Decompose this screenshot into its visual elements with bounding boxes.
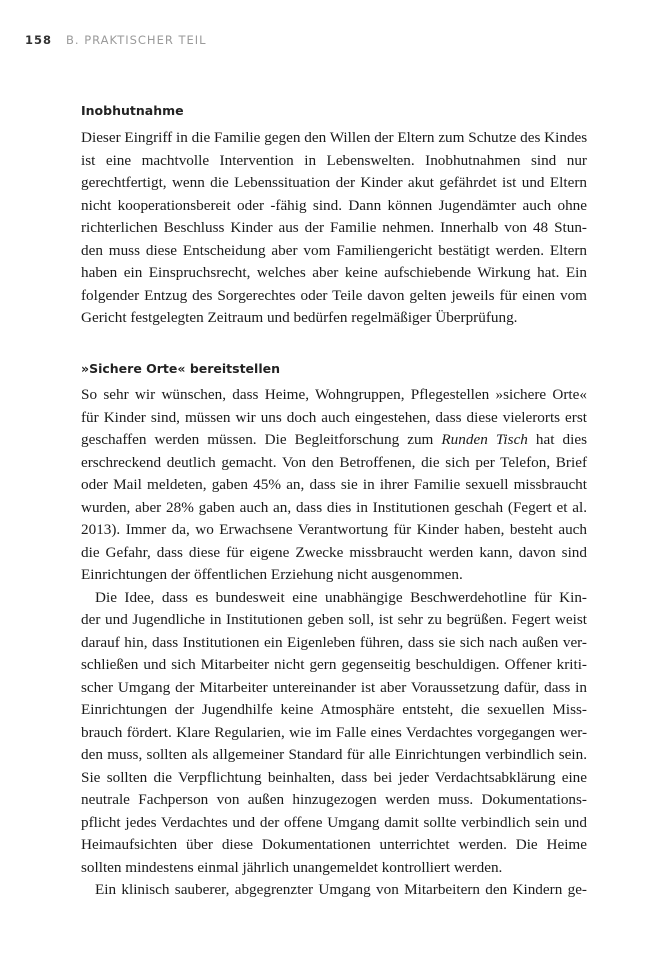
text-line: für Kinder sind, müssen wir uns doch auch eingestehen, dass diese vielerorts erst bbox=[81, 408, 587, 426]
section-heading-sichere-orte: »Sichere Orte« bereitstellen bbox=[81, 361, 280, 376]
text-line: neutrale Fachperson von außen hinzugezogen werden muss. Dokumentations- bbox=[81, 791, 587, 808]
text-line: oder Mail meldeten, gaben 45% an, dass sie in ihrer Familie sexuell missbraucht bbox=[81, 476, 587, 493]
text-line: pflicht jedes Verdachtes und der offene Umgang damit sollte verbindlich sein und bbox=[81, 813, 587, 831]
text-line: Einrichtungen der Jugendhilfe keine Atmosphäre entsteht, die sexuellen Miss- bbox=[81, 701, 587, 718]
text-line: So sehr wir wünschen, dass Heime, Wohngruppen, Pflegestellen »sichere Orte« bbox=[81, 386, 587, 403]
text-segment: hat dies bbox=[527, 431, 587, 448]
paragraph-sichere-orte-1 bbox=[81, 384, 587, 587]
book-title: Runden Tisch bbox=[441, 431, 528, 448]
text-line: die Gefahr, dass diese für eigene Zwecke missbraucht werden kann, davon sind bbox=[81, 543, 587, 561]
text-line: darauf hin, dass Institutionen ein Eigenleben führen, dass sie sich nach außen ver- bbox=[81, 633, 587, 651]
paragraph-inobhutnahme bbox=[81, 127, 587, 330]
text-line: haben ein Einspruchsrecht, welches aber keine aufschiebende Wirkung hat. Ein bbox=[81, 264, 587, 281]
text-line: Ein klinisch sauberer, abgegrenzter Umgang von Mitarbeitern den Kindern ge- bbox=[95, 881, 587, 898]
text-line: folgender Entzug des Sorgerechtes oder Teile davon gelten jeweils für einen vom bbox=[81, 286, 587, 304]
text-line: Heimaufsichten über diese Dokumentationen unterrichtet werden. Die Heime bbox=[81, 836, 587, 853]
text-line: Einrichtungen der öffentlichen Erziehung nicht ausgenommen. bbox=[81, 566, 463, 583]
text-line: nicht kooperationsbereit oder -fähig sind. Dann können Jugendämter auch ohne bbox=[81, 196, 587, 214]
running-head: B. PRAKTISCHER TEIL bbox=[66, 33, 207, 47]
text-line: den muss diese Entscheidung aber vom Familiengericht bestätigt werden. Eltern bbox=[81, 241, 587, 259]
text-line bbox=[81, 429, 587, 452]
text-line: erschreckend deutlich gemacht. Von den Betroffenen, die sich per Telefon, Brief bbox=[81, 453, 587, 471]
text-line: Gericht festgelegten Zeitraum und bedürfen regelmäßiger Überprüfung. bbox=[81, 309, 518, 326]
text-line: brauch fördert. Klare Regularien, wie im Falle eines Verdachtes vorgegangen wer- bbox=[81, 723, 587, 741]
text-segment: geschaffen werden müssen. Die Begleitforschung zum bbox=[81, 431, 442, 448]
text-line: gerechtfertigt, wenn die Lebenssituation der Kinder akut gefährdet ist und Eltern bbox=[81, 174, 587, 191]
text-line: schließen und sich Mitarbeiter nicht gern gegenseitig beschuldigen. Offener kriti- bbox=[81, 656, 587, 673]
text-line: wurden, aber 28% gaben auch an, dass dies in Institutionen geschah (Fegert et al. bbox=[81, 498, 587, 516]
text-line: Dieser Eingriff in die Familie gegen den Willen der Eltern zum Schutze des Kindes bbox=[81, 129, 588, 146]
text-line: 2013). Immer da, wo Erwachsene Verantwortung für Kinder haben, besteht auch bbox=[81, 521, 587, 538]
paragraph-sichere-orte-2 bbox=[81, 587, 587, 880]
text-line: Sie sollten die Verpflichtung beinhalten, dass bei jeder Verdachtsabklärung eine bbox=[81, 768, 587, 786]
paragraph-sichere-orte-3 bbox=[81, 879, 587, 902]
page-number: 158 bbox=[25, 33, 53, 47]
page-header bbox=[25, 33, 207, 47]
text-line: der und Jugendliche in Institutionen geben soll, ist sehr zu begrüßen. Fegert weist bbox=[81, 611, 587, 628]
section-heading-inobhutnahme: Inobhutnahme bbox=[81, 103, 184, 118]
text-line: scher Umgang der Mitarbeiter untereinander ist aber Voraussetzung dafür, dass in bbox=[81, 678, 587, 696]
text-line: ist eine machtvolle Intervention in Lebenswelten. Inobhutnahmen sind nur bbox=[81, 151, 587, 169]
text-line: richterlichen Beschluss Kinder aus der Familie nehmen. Innerhalb von 48 Stun- bbox=[81, 219, 587, 236]
text-line: Die Idee, dass es bundesweit eine unabhängige Beschwerdehotline für Kin- bbox=[95, 588, 587, 606]
text-line: sollten mindestens einmal jährlich unangemeldet kontrolliert werden. bbox=[81, 858, 503, 876]
text-line: den muss, sollten als allgemeiner Standard für alle Einrichtungen verbindlich sein. bbox=[81, 746, 587, 763]
